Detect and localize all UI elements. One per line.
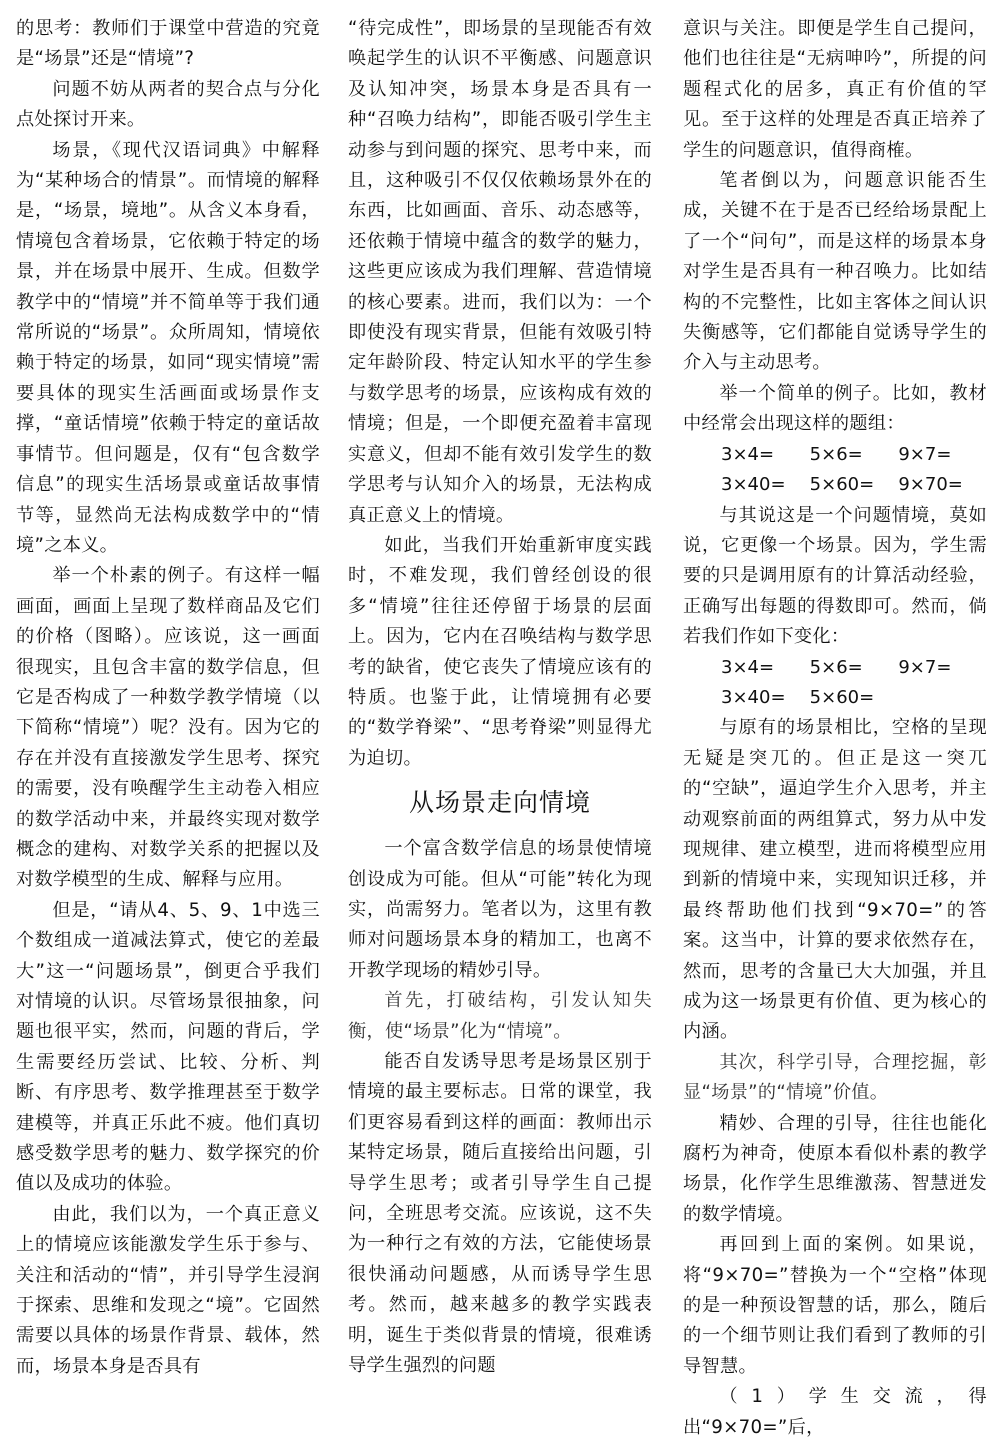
column-2-top (348, 14, 652, 774)
paragraph: 意识与关注。即便是学生自己提问，他们也往往是“无病呻吟”，所提的问题程式化的居多，真正有价值的罕见。至于这样的处理是否真正培养了学生的问题意识，值得商榷。 (683, 18, 987, 161)
column-1 (16, 14, 320, 1419)
equation-row (683, 683, 987, 713)
column-3-part-b (683, 501, 987, 653)
paragraph: 问题不妨从两者的契合点与分化点处探讨开来。 (16, 78, 320, 131)
column-3 (683, 14, 987, 1438)
equation: 3×40= (721, 474, 786, 496)
paragraph: 举一个朴素的例子。有这样一幅画面，画面上呈现了数样商品及它们的价格（图略）。应该说，这一画面很现实，且包含丰富的数学信息，但它是否构成了一种数学教学情境（以下简称“情境”）呢？没有。因为它的存在并没有直接激发学生思考、探究的需要，没有唤醒学生主动卷入相应的数学活动中来，并最终实现对数学概念的建构、对数学关系的把握以及对数学模型的生成、解释与应用。 (16, 565, 320, 891)
equation: 5×6= (809, 443, 863, 465)
paragraph: “待完成性”，即场景的呈现能否有效唤起学生的认识不平衡感、问题意识及认知冲突，场景本身是否具有一种“召唤力结构”，即能否吸引学生主动参与到问题的探究、思考中来，而且，这种吸引不仅仅依赖场景外在的东西，比如画面、音乐、动态感等，还依赖于情境中蕴含的数学的魅力，这些更应该成为我们理解、营造情境的核心要素。进而，我们以为：一个即使没有现实背景，但能有效吸引特定年龄阶段、特定认知水平的学生参与数学思考的场景，应该构成有效的情境；但是，一个即便充盈着丰富现实意义，但却不能有效引发学生的数学思考与认知介入的场景，无法构成真正意义上的情境。 (348, 18, 652, 526)
equation: 3×40= (721, 686, 786, 708)
equation: 9×70= (898, 474, 963, 496)
equation: 3×4= (721, 443, 775, 465)
paragraph: 但是，“请从4、5、9、1中选三个数组成一道减法算式，使它的差最大”这一“问题场景”，倒更合乎我们对情境的认识。尽管场景很抽象，问题也很平实，然而，问题的背后，学生需要经历尝试、比较、分析、判断、有序思考、数学推理甚至于数学建模等，并真正乐此不疲。他们真切感受数学思考的魅力、数学探究的价值以及成功的体验。 (16, 899, 320, 1195)
column-3-part-a (683, 14, 987, 440)
equation-group-2 (683, 653, 987, 714)
equation: 5×60= (809, 686, 875, 708)
section-heading: 从场景走向情境 (408, 788, 591, 818)
paragraph: 举一个简单的例子。比如，教材中经常会出现这样的题组： (683, 382, 987, 435)
equation: 9×7= (898, 656, 952, 678)
equation-row (683, 470, 987, 500)
equation-group-1 (683, 440, 987, 501)
paragraph: 的思考：教师们于课堂中营造的究竟是“场景”还是“情境”? (16, 18, 320, 70)
paragraph: 能否自发诱导思考是场景区别于情境的最主要标志。日常的课堂，我们更容易看到这样的画面：教师出示某特定场景，随后直接给出问题，引导学生思考；或者引导学生自己提问，全班思考交流。应该说，这不失为一种行之有效的方法，它能使场景很快涌动问题感，从而诱导学生思考。然而，越来越多的教学实践表明，诞生于类似背景的情境，很难诱导学生强烈的问题 (348, 1051, 652, 1377)
equation (898, 683, 987, 713)
paragraph: 场景，《现代汉语词典》中解释为“某种场合的情景”。而情境的解释是，“场景，境地”。从含义本身看，情境包含着场景，它依赖于特定的场景，并在场景中展开、生成。但数学教学中的“情境”并不简单等于我们通常所说的“场景”。众所周知，情境依赖于特定的场景，如同“现实情境”需要具体的现实生活画面或场景作支撑，“童话情境”依赖于特定的童话故事情节。但问题是，仅有“包含数学信息”的现实生活场景或童话故事情节等，显然尚无法构成数学中的“情境”之本义。 (16, 139, 320, 556)
paragraph: （1）学生交流，得出“9×70=”后， (683, 1386, 987, 1438)
paragraph: 与其说这是一个问题情境，莫如说，它更像一个场景。因为，学生需要的只是调用原有的计算活动经验，正确写出每题的得数即可。然而，倘若我们作如下变化： (683, 504, 987, 648)
paragraph: 一个富含数学信息的场景使情境创设成为可能。但从“可能”转化为现实，尚需努力。笔者以为，这里有教师对问题场景本身的精加工，也离不开教学现场的精妙引导。 (348, 838, 652, 981)
equation: 5×60= (809, 474, 875, 496)
paragraph: 精妙、合理的引导，往往也能化腐朽为神奇，使原本看似朴素的教学场景，化作学生思维激荡、智慧迸发的数学情境。 (683, 1112, 987, 1225)
equation-row (683, 653, 987, 683)
paragraph: 首先，打破结构，引发认知失衡，使“场景”化为“情境”。 (348, 990, 652, 1042)
column-2 (348, 14, 652, 1419)
paragraph: 与原有的场景相比，空格的呈现无疑是突兀的。但正是这一突兀的“空缺”，逼迫学生介入思考，并主动观察前面的两组算式，努力从中发现规律、建立模型，进而将模型应用到新的情境中来，实现知识迁移，并最终帮助他们找到“9×70=”的答案。这当中，计算的要求依然存在，然而，思考的含量已大大加强，并且成为这一场景更有价值、更为核心的内涵。 (683, 717, 987, 1043)
equation: 3×4= (721, 656, 775, 678)
column-3-part-c (683, 713, 987, 1443)
column-2-bottom (348, 834, 652, 1381)
paragraph: 如此，当我们开始重新审度实践时，不难发现，我们曾经创设的很多“情境”往往还停留于场景的层面上。因为，它内在召唤结构与数学思考的缺省，使它丧失了情境应该有的特质。也鉴于此，让情境拥有必要的“数学脊梁”、“思考脊梁”则显得尤为迫切。 (348, 534, 652, 769)
equation: 9×7= (898, 443, 952, 465)
equation-row (683, 440, 987, 470)
paragraph: 其次，科学引导，合理挖掘，彰显“场景”的“情境”价值。 (683, 1051, 987, 1104)
equation: 5×6= (809, 656, 863, 678)
paragraph: 由此，我们以为，一个真正意义上的情境应该能激发学生乐于参与、关注和活动的“情”，并引导学生浸润于探索、思维和发现之“境”。它固然需要以具体的场景作背景、载体，然而，场景本身是否具有 (16, 1203, 320, 1377)
paragraph: 笔者倒以为，问题意识能否生成，关键不在于是否已经给场景配上了一个“问句”，而是这样的场景本身对学生是否具有一种召唤力。比如结构的不完整性，比如主客体之间认识失衡感等，它们都能自觉诱导学生的介入与主动思考。 (683, 170, 987, 374)
paragraph: 再回到上面的案例。如果说，将“9×70=”替换为一个“空格”体现的是一种预设智慧的话，那么，随后的一个细节则让我们看到了教师的引导智慧。 (683, 1234, 987, 1377)
